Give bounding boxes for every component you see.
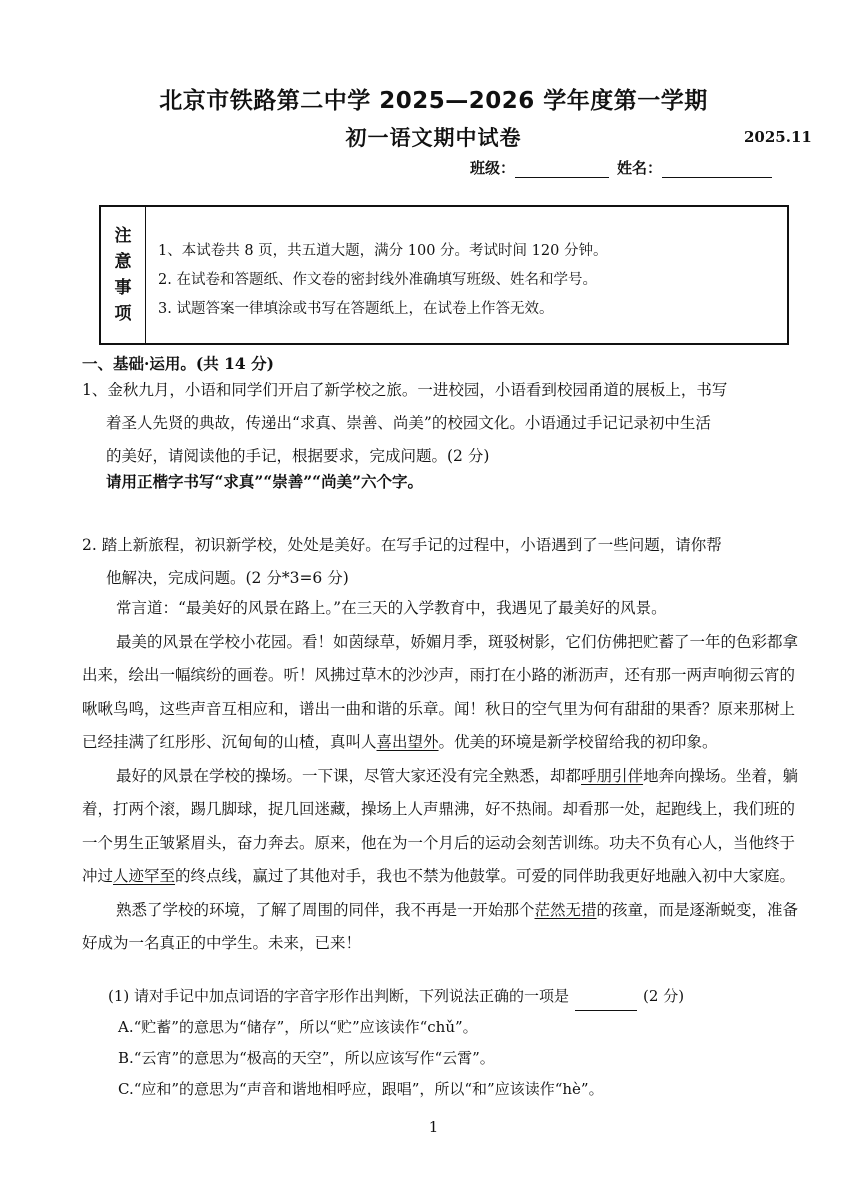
exam-subtitle: 初一语文期中试卷 <box>345 126 522 150</box>
class-label: 班级： <box>470 159 516 177</box>
option-a: A.“贮蓄”的意思为“储存”，所以“贮”应该读作“chǔ”。 <box>118 1018 478 1036</box>
option-b: B.“云宵”的意思为“极高的天空”，所以应该写作“云霄”。 <box>118 1049 495 1067</box>
notice-label: 注 意 事 项 <box>101 207 146 343</box>
name-blank[interactable] <box>662 159 772 178</box>
page-number: 1 <box>428 1118 439 1136</box>
essay-paragraph: 常言道：“最美好的风景在路上。”在三天的入学教育中，我遇见了最美好的风景。 <box>116 599 667 617</box>
question-1-instruction: 请用正楷字书写“求真”“崇善”“尚美”六个字。 <box>106 472 423 491</box>
notice-box <box>99 205 789 345</box>
notice-items <box>146 207 607 343</box>
essay-paragraph: 最美的风景在学校小花园。看！如茵绿草，娇媚月季，斑驳树影，它们仿佛把贮蓄了一年的色彩都拿出来，绘出一幅缤纷的画卷。听！风拂过草木的沙沙声，雨打在小路的淅沥声，还有那一两声响彻云宵的啾啾鸟鸣，这些声音互相应和，谱出一曲和谐的乐章。闻！秋日的空气里为何有甜甜的果香？原来那树上已经挂满了红彤彤、沉甸甸的山楂，真叫人喜出望外。优美的环境是新学校留给我的初印象。 <box>82 632 799 751</box>
exam-title: 北京市铁路第二中学 2025—2026 学年度第一学期 <box>159 88 708 114</box>
class-blank[interactable] <box>515 159 609 178</box>
underlined-phrase: 喜出望外 <box>376 733 439 751</box>
student-info-line <box>470 157 772 178</box>
section-heading: 一、基础·运用。(共 14 分) <box>82 354 274 373</box>
notice-item: 2. 在试卷和答题纸、作文卷的密封线外准确填写班级、姓名和学号。 <box>158 272 597 288</box>
name-label: 姓名： <box>617 159 663 177</box>
answer-blank[interactable] <box>575 992 637 1011</box>
option-c: C.“应和”的意思为“声音和谐地相呼应，跟唱”，所以“和”应该读作“hè”。 <box>118 1080 604 1098</box>
essay-passage <box>82 592 810 961</box>
notice-item: 3. 试题答案一律填涂或书写在答题纸上，在试卷上作答无效。 <box>158 301 554 317</box>
notice-item: 1、本试卷共 8 页，共五道大题，满分 100 分。考试时间 120 分钟。 <box>158 243 608 259</box>
question-1: 1、金秋九月，小语和同学们开启了新学校之旅。一进校园，小语看到校园甬道的展板上，书写 着圣人先贤的典故，传递出“求真、崇善、尚美”的校园文化。小语通过手记记录初中生活 的美好，请阅读他的手记，根据要求，完成问题。(2 分) <box>82 381 728 465</box>
question-2: 2. 踏上新旅程，初识新学校，处处是美好。在写手记的过程中，小语遇到了一些问题，请你帮 他解决，完成问题。(2 分*3=6 分) <box>82 536 722 587</box>
subquestion-1: (1) 请对手记中加点词语的字音字形作出判断，下列说法正确的一项是 (2 分) <box>108 981 684 1011</box>
essay-paragraph: 熟悉了学校的环境，了解了周围的同伴，我不再是一开始那个茫然无措的孩童，而是逐渐蜕变，准备好成为一名真正的中学生。未来，已来！ <box>82 900 799 952</box>
essay-paragraph: 最好的风景在学校的操场。一下课，尽管大家还没有完全熟悉，却都呼朋引伴地奔向操场。坐着，躺着，打两个滚，踢几脚球，捉几回迷藏，操场上人声鼎沸，好不热闹。却看那一处，起跑线上，我们班的一个男生正皱紧眉头，奋力奔去。原来，他在为一个月后的运动会刻苦训练。功夫不负有心人，当他终于冲过人迹罕至的终点线，赢过了其他对手，我也不禁为他鼓掌。可爱的同伴助我更好地融入初中大家庭。 <box>82 766 799 885</box>
underlined-phrase: 茫然无措 <box>534 900 597 919</box>
underlined-phrase: 人迹罕至 <box>113 867 176 885</box>
underlined-phrase: 呼朋引伴 <box>581 766 644 785</box>
exam-date: 2025.11 <box>744 128 812 146</box>
